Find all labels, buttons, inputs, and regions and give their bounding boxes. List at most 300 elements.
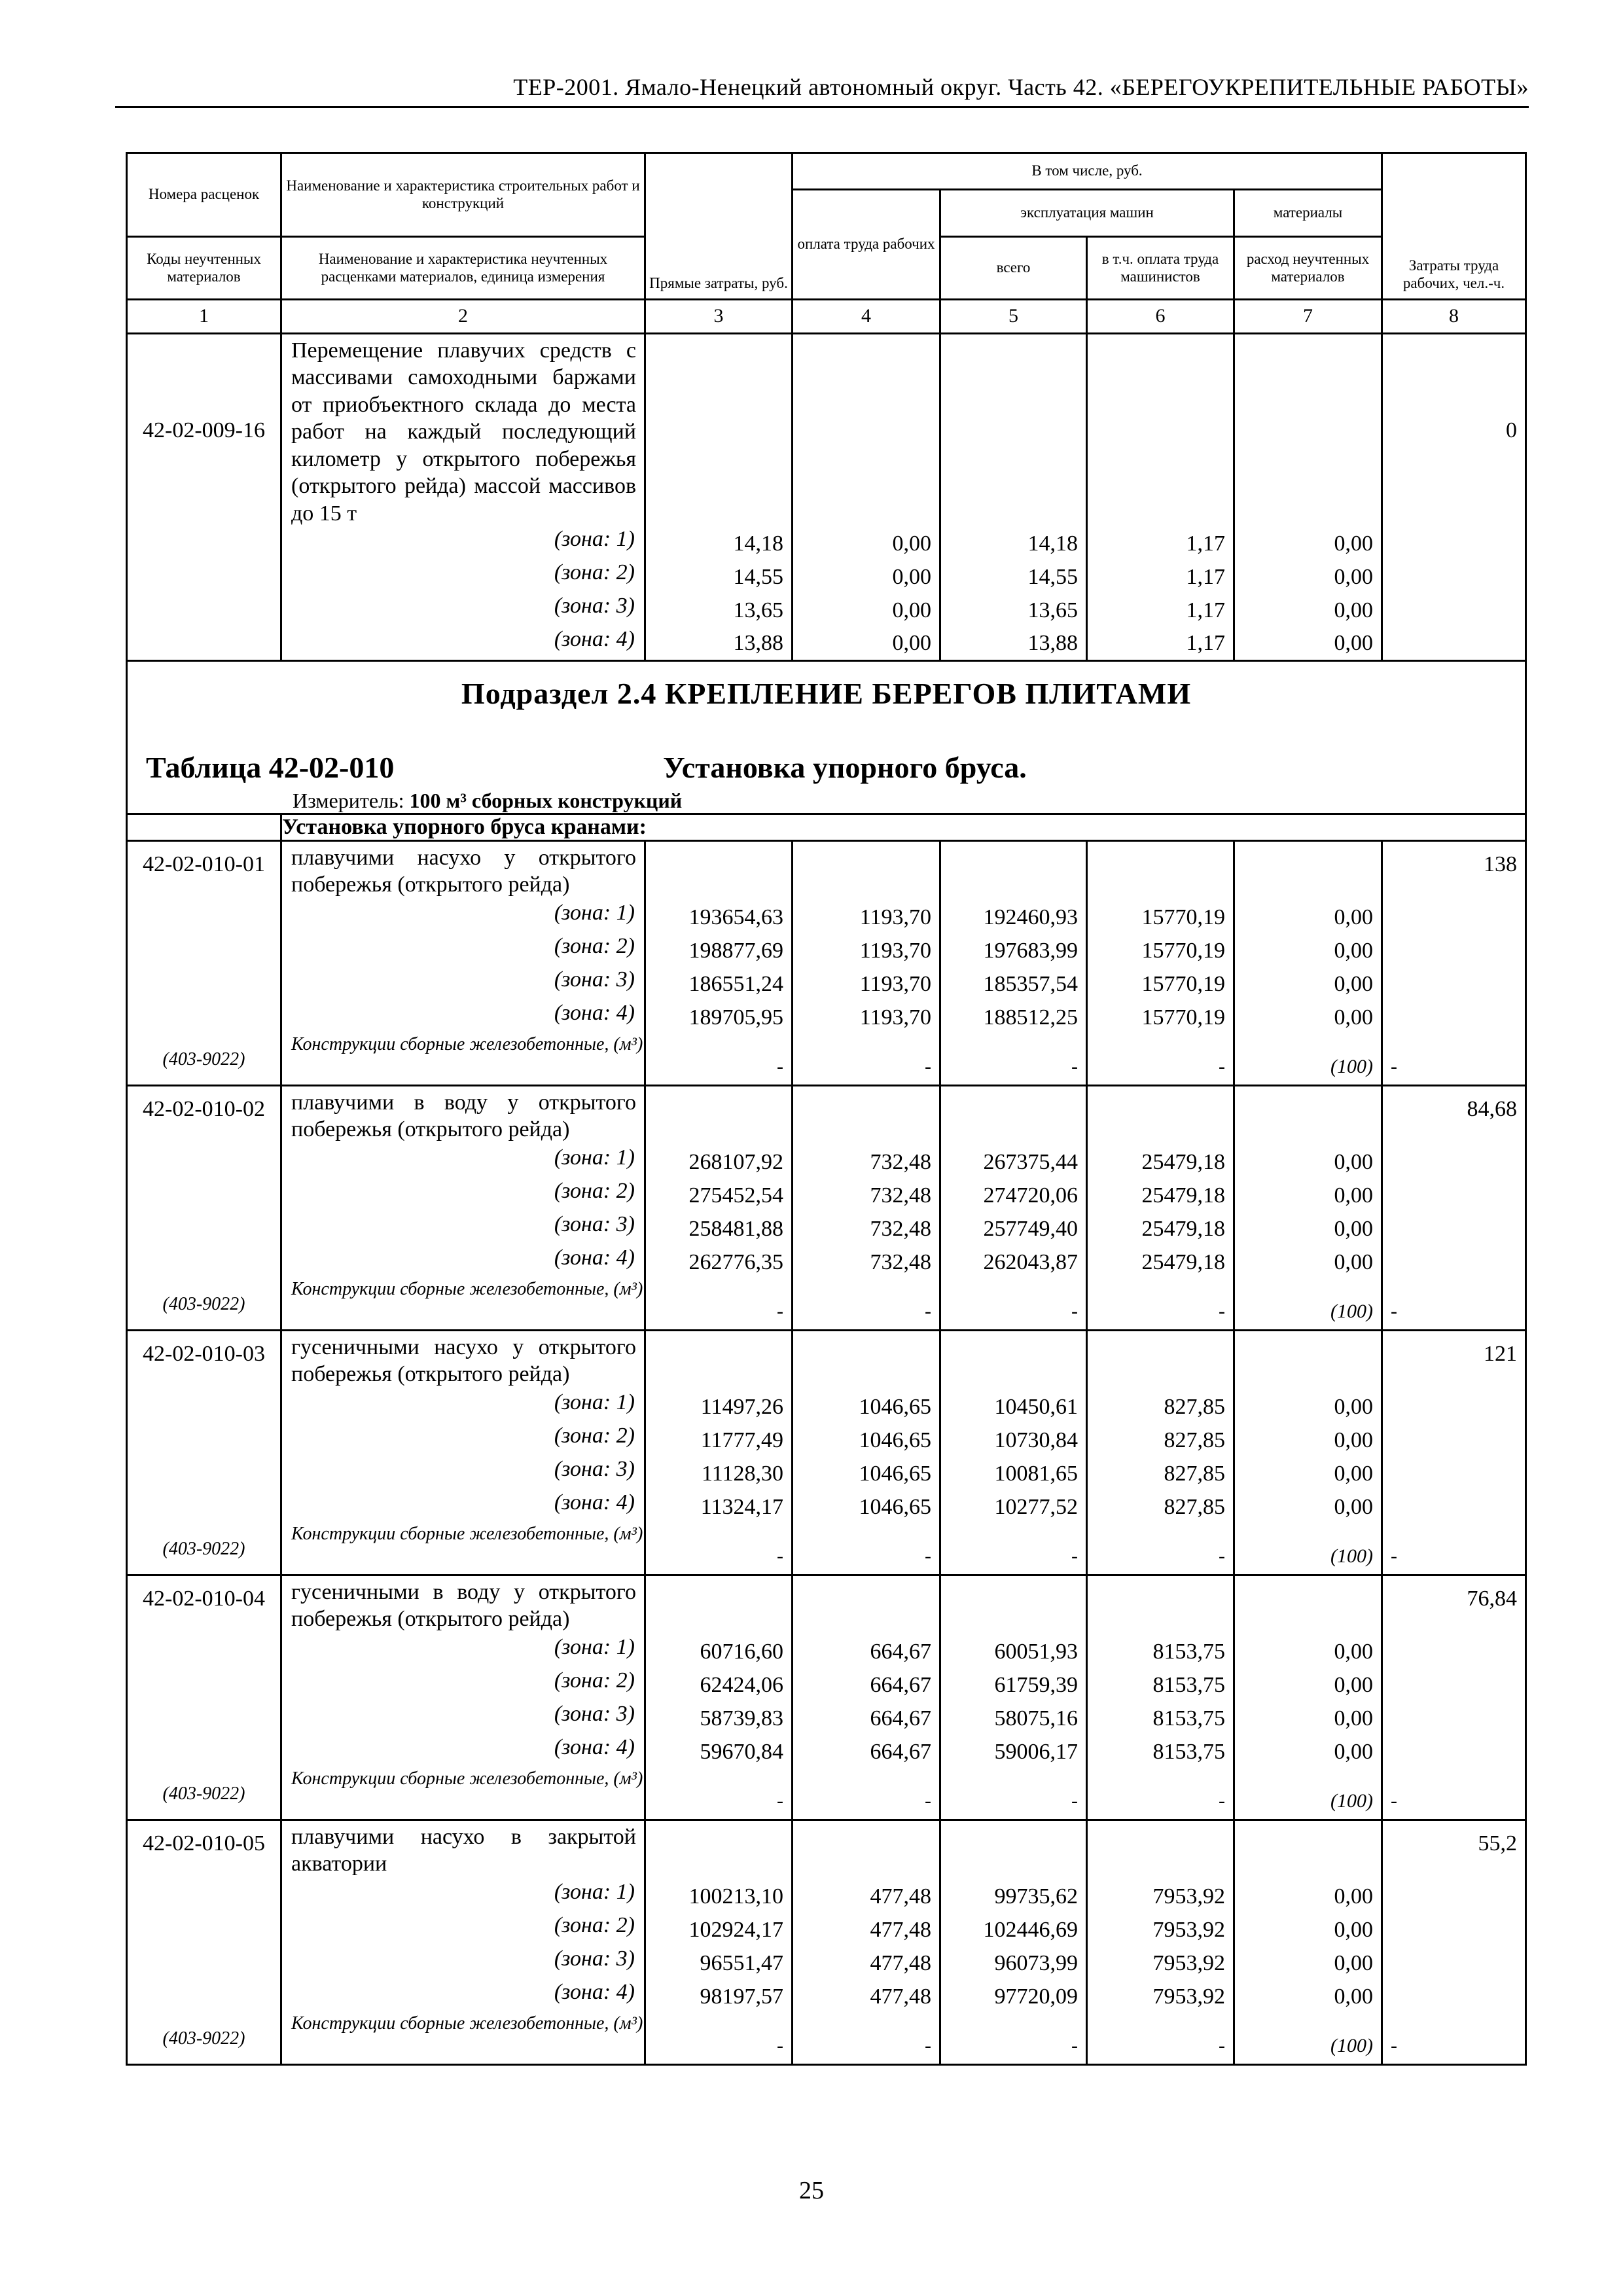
blank-cell [1382, 1145, 1526, 1179]
material-code: (403-9022) [127, 1279, 281, 1330]
blank-cell [1382, 1913, 1526, 1946]
value-c4: 1193,70 [793, 1001, 940, 1034]
value-c3: 59670,84 [645, 1735, 793, 1768]
column-number: 3 [645, 300, 793, 334]
blank-cell [1234, 1085, 1382, 1145]
material-dash: - [645, 2013, 793, 2064]
value-c6: 827,85 [1087, 1490, 1234, 1524]
blank-cell [127, 1980, 281, 2013]
material-code: (403-9022) [127, 1034, 281, 1085]
value-c3: 14,55 [645, 560, 793, 594]
value-c5: 188512,25 [940, 1001, 1087, 1034]
value-c5: 59006,17 [940, 1735, 1087, 1768]
material-name: Конструкции сборные железобетонные, (м³) [281, 1768, 645, 1820]
value-c6: 827,85 [1087, 1424, 1234, 1457]
measure-value: 100 м³ сборных конструкций [409, 788, 683, 812]
value-c3: 102924,17 [645, 1913, 793, 1946]
hdr-machines: эксплуатация машин [940, 190, 1234, 237]
value-c5: 262043,87 [940, 1246, 1087, 1279]
value-c5: 257749,40 [940, 1212, 1087, 1246]
value-c6: 1,17 [1087, 560, 1234, 594]
zone-row [127, 560, 1526, 594]
material-dash: - [793, 2013, 940, 2064]
zone-row [127, 934, 1526, 967]
value-c6: 7953,92 [1087, 1946, 1234, 1980]
labor-value: 138 [1382, 840, 1526, 901]
hdr-incl-machinists: в т.ч. оплата труда машинистов [1087, 237, 1234, 300]
labor-value: 76,84 [1382, 1575, 1526, 1635]
blank-cell [1234, 1575, 1382, 1635]
column-number: 4 [793, 300, 940, 334]
material-code: (403-9022) [127, 1768, 281, 1820]
material-dash: - [1382, 1768, 1526, 1820]
section-row [127, 660, 1526, 814]
hdr-rate-numbers: Номера расценок [127, 153, 281, 237]
value-c7: 0,00 [1234, 1179, 1382, 1212]
zone-row [127, 1735, 1526, 1768]
rate-code: 42-02-010-02 [127, 1085, 281, 1145]
zone-row [127, 1913, 1526, 1946]
material-dash: - [1087, 1524, 1234, 1575]
zone-label: (зона: 3) [281, 1457, 645, 1490]
value-c3: 13,88 [645, 627, 793, 660]
zone-row [127, 1179, 1526, 1212]
value-c5: 274720,06 [940, 1179, 1087, 1212]
rate-row [127, 840, 1526, 901]
zone-row [127, 1246, 1526, 1279]
value-c5: 267375,44 [940, 1145, 1087, 1179]
blank-cell [1382, 1001, 1526, 1034]
blank-cell [1087, 1085, 1234, 1145]
rate-code: 42-02-010-03 [127, 1330, 281, 1390]
labor-value: 55,2 [1382, 1820, 1526, 1880]
labor-value: 0 [1382, 334, 1526, 528]
zone-label: (зона: 1) [281, 527, 645, 560]
table-number: Таблица 42-02-010 [146, 750, 395, 784]
value-c7: 0,00 [1234, 901, 1382, 934]
value-c6: 15770,19 [1087, 967, 1234, 1001]
value-c3: 11128,30 [645, 1457, 793, 1490]
blank-cell [1087, 1575, 1234, 1635]
value-c6: 25479,18 [1087, 1212, 1234, 1246]
blank-cell [1382, 1390, 1526, 1424]
rate-row [127, 1575, 1526, 1635]
value-c5: 197683,99 [940, 934, 1087, 967]
blank-cell [1382, 1490, 1526, 1524]
value-c3: 60716,60 [645, 1635, 793, 1668]
zone-label: (зона: 4) [281, 627, 645, 660]
blank-cell [127, 901, 281, 934]
blank-cell [127, 560, 281, 594]
zone-label: (зона: 1) [281, 1145, 645, 1179]
blank-cell [127, 1946, 281, 1980]
hdr-workers-pay: оплата труда рабочих [793, 190, 940, 300]
value-c4: 1046,65 [793, 1424, 940, 1457]
zone-row [127, 1635, 1526, 1668]
value-c5: 13,65 [940, 594, 1087, 627]
material-dash: - [1382, 1034, 1526, 1085]
value-c4: 477,48 [793, 1980, 940, 2013]
blank-cell [127, 1246, 281, 1279]
blank-cell [1382, 1212, 1526, 1246]
blank-cell [127, 1001, 281, 1034]
material-dash: - [940, 1524, 1087, 1575]
value-c5: 102446,69 [940, 1913, 1087, 1946]
value-c3: 58739,83 [645, 1702, 793, 1735]
column-number: 1 [127, 300, 281, 334]
hdr-mat-codes: Коды неучтенных материалов [127, 237, 281, 300]
labor-value: 84,68 [1382, 1085, 1526, 1145]
material-dash: - [1087, 1034, 1234, 1085]
value-c3: 62424,06 [645, 1668, 793, 1702]
zone-row [127, 967, 1526, 1001]
material-dash: - [645, 1524, 793, 1575]
value-c7: 0,00 [1234, 1668, 1382, 1702]
value-c6: 827,85 [1087, 1457, 1234, 1490]
value-c3: 258481,88 [645, 1212, 793, 1246]
blank-cell [127, 627, 281, 660]
value-c6: 25479,18 [1087, 1246, 1234, 1279]
material-row [127, 1279, 1526, 1330]
zone-label: (зона: 4) [281, 1246, 645, 1279]
value-c4: 0,00 [793, 594, 940, 627]
zone-label: (зона: 3) [281, 1702, 645, 1735]
blank-cell [127, 1490, 281, 1524]
zone-label: (зона: 1) [281, 901, 645, 934]
value-c7: 0,00 [1234, 1424, 1382, 1457]
hdr-unaccounted-mat: расход неучтенных материалов [1234, 237, 1382, 300]
zone-row [127, 527, 1526, 560]
column-number: 8 [1382, 300, 1526, 334]
zone-row [127, 1668, 1526, 1702]
material-name: Конструкции сборные железобетонные, (м³) [281, 1034, 645, 1085]
blank-cell [127, 1424, 281, 1457]
rates-table [126, 152, 1527, 2066]
zone-label: (зона: 1) [281, 1390, 645, 1424]
subheading: Установка упорного бруса кранами: [281, 814, 1526, 840]
value-c3: 11497,26 [645, 1390, 793, 1424]
value-c5: 60051,93 [940, 1635, 1087, 1668]
zone-row [127, 627, 1526, 660]
hdr-total: всего [940, 237, 1087, 300]
blank-cell [940, 334, 1087, 528]
value-c4: 1046,65 [793, 1457, 940, 1490]
value-c3: 275452,54 [645, 1179, 793, 1212]
material-dash: - [940, 2013, 1087, 2064]
rate-description: плавучими насухо у открытого побережья (открытого рейда) [281, 840, 645, 901]
rate-description: гусеничными в воду у открытого побережья (открытого рейда) [281, 1575, 645, 1635]
material-code: (403-9022) [127, 2013, 281, 2064]
blank-cell [793, 1820, 940, 1880]
value-c3: 13,65 [645, 594, 793, 627]
value-c6: 8153,75 [1087, 1668, 1234, 1702]
value-c5: 97720,09 [940, 1980, 1087, 2013]
column-number: 5 [940, 300, 1087, 334]
value-c4: 1193,70 [793, 934, 940, 967]
value-c4: 664,67 [793, 1702, 940, 1735]
hdr-work-name: Наименование и характеристика строительных работ и конструкций [281, 153, 645, 237]
section-header [127, 660, 1526, 814]
value-c5: 10450,61 [940, 1390, 1087, 1424]
material-qty: (100) [1234, 2013, 1382, 2064]
rate-description: Перемещение плавучих средств с массивами самоходными баржами от приобъектного склада до места работ на каждый последующий километр у открытого побережья (открытого рейда) массой массивов до 15 т [281, 334, 645, 528]
labor-value: 121 [1382, 1330, 1526, 1390]
blank-cell [1087, 1820, 1234, 1880]
material-code: (403-9022) [127, 1524, 281, 1575]
material-dash: - [1087, 1279, 1234, 1330]
value-c4: 664,67 [793, 1735, 940, 1768]
rate-row [127, 1330, 1526, 1390]
blank-cell [1382, 594, 1526, 627]
zone-label: (зона: 4) [281, 1735, 645, 1768]
material-dash: - [1382, 1279, 1526, 1330]
material-row [127, 1768, 1526, 1820]
material-dash: - [940, 1034, 1087, 1085]
rate-row [127, 1820, 1526, 1880]
blank-cell [645, 1330, 793, 1390]
hdr-mat-names: Наименование и характеристика неучтенных расценками материалов, единица измерения [281, 237, 645, 300]
blank-cell [1382, 627, 1526, 660]
blank-cell [127, 1390, 281, 1424]
table-name: Установка упорного бруса. [663, 750, 1027, 784]
value-c6: 827,85 [1087, 1390, 1234, 1424]
value-c7: 0,00 [1234, 1702, 1382, 1735]
zone-row [127, 1390, 1526, 1424]
measure-label: Измеритель: [293, 788, 404, 812]
rate-description: плавучими в воду у открытого побережья (открытого рейда) [281, 1085, 645, 1145]
zone-label: (зона: 2) [281, 560, 645, 594]
column-number: 7 [1234, 300, 1382, 334]
value-c5: 10277,52 [940, 1490, 1087, 1524]
value-c6: 8153,75 [1087, 1702, 1234, 1735]
blank-cell [1382, 1980, 1526, 2013]
blank-cell [1382, 1880, 1526, 1913]
blank-cell [1382, 1424, 1526, 1457]
value-c3: 14,18 [645, 527, 793, 560]
running-header: ТЕР-2001. Ямало-Ненецкий автономный округ. Часть 42. «БЕРЕГОУКРЕПИТЕЛЬНЫЕ РАБОТЫ» [513, 74, 1529, 100]
material-dash: - [645, 1279, 793, 1330]
blank-cell [127, 1635, 281, 1668]
hdr-direct-costs: Прямые затраты, руб. [645, 153, 793, 300]
value-c7: 0,00 [1234, 1001, 1382, 1034]
value-c7: 0,00 [1234, 1212, 1382, 1246]
blank-cell [1234, 840, 1382, 901]
value-c4: 477,48 [793, 1880, 940, 1913]
zone-label: (зона: 1) [281, 1880, 645, 1913]
value-c7: 0,00 [1234, 1913, 1382, 1946]
value-c7: 0,00 [1234, 527, 1382, 560]
value-c6: 15770,19 [1087, 901, 1234, 934]
rate-code: 42-02-009-16 [127, 334, 281, 528]
blank-cell [1382, 1457, 1526, 1490]
blank-cell [127, 1702, 281, 1735]
material-name: Конструкции сборные железобетонные, (м³) [281, 1524, 645, 1575]
column-number: 2 [281, 300, 645, 334]
value-c4: 477,48 [793, 1946, 940, 1980]
blank-cell [127, 1212, 281, 1246]
material-row [127, 1524, 1526, 1575]
rate-row [127, 1085, 1526, 1145]
value-c6: 25479,18 [1087, 1145, 1234, 1179]
blank-cell [127, 1179, 281, 1212]
value-c4: 732,48 [793, 1246, 940, 1279]
material-qty: (100) [1234, 1524, 1382, 1575]
zone-row [127, 1001, 1526, 1034]
material-dash: - [645, 1034, 793, 1085]
blank-cell [1382, 1946, 1526, 1980]
value-c5: 96073,99 [940, 1946, 1087, 1980]
value-c6: 15770,19 [1087, 1001, 1234, 1034]
blank-cell [1382, 560, 1526, 594]
blank-cell [645, 1820, 793, 1880]
value-c6: 15770,19 [1087, 934, 1234, 967]
value-c5: 61759,39 [940, 1668, 1087, 1702]
material-row [127, 1034, 1526, 1085]
blank-cell [1087, 334, 1234, 528]
blank-cell [1087, 1330, 1234, 1390]
blank-cell [127, 1913, 281, 1946]
blank-cell [127, 594, 281, 627]
value-c7: 0,00 [1234, 627, 1382, 660]
value-c4: 0,00 [793, 560, 940, 594]
blank-cell [1382, 1246, 1526, 1279]
material-dash: - [793, 1279, 940, 1330]
value-c6: 8153,75 [1087, 1735, 1234, 1768]
blank-cell [1382, 967, 1526, 1001]
material-dash: - [940, 1768, 1087, 1820]
zone-row [127, 1702, 1526, 1735]
blank-cell [127, 967, 281, 1001]
zone-label: (зона: 4) [281, 1490, 645, 1524]
page-number: 25 [799, 2177, 824, 2204]
blank-cell [1087, 840, 1234, 901]
value-c7: 0,00 [1234, 1390, 1382, 1424]
measure-line [128, 785, 1525, 813]
value-c5: 14,55 [940, 560, 1087, 594]
blank-cell [793, 1330, 940, 1390]
zone-label: (зона: 2) [281, 1424, 645, 1457]
value-c5: 99735,62 [940, 1880, 1087, 1913]
value-c7: 0,00 [1234, 934, 1382, 967]
value-c5: 58075,16 [940, 1702, 1087, 1735]
value-c7: 0,00 [1234, 1246, 1382, 1279]
hdr-in-that-number: В том числе, руб. [793, 153, 1382, 190]
value-c4: 732,48 [793, 1212, 940, 1246]
value-c7: 0,00 [1234, 1635, 1382, 1668]
material-dash: - [793, 1524, 940, 1575]
zone-label: (зона: 2) [281, 1179, 645, 1212]
blank-cell [793, 1085, 940, 1145]
blank-cell [1234, 334, 1382, 528]
value-c3: 193654,63 [645, 901, 793, 934]
zone-label: (зона: 1) [281, 1635, 645, 1668]
blank-cell [793, 1575, 940, 1635]
material-dash: - [645, 1768, 793, 1820]
blank-cell [1382, 1179, 1526, 1212]
zone-label: (зона: 3) [281, 1212, 645, 1246]
material-dash: - [1087, 1768, 1234, 1820]
rate-code: 42-02-010-01 [127, 840, 281, 901]
material-dash: - [1382, 2013, 1526, 2064]
value-c5: 185357,54 [940, 967, 1087, 1001]
value-c4: 1193,70 [793, 901, 940, 934]
rate-row [127, 334, 1526, 528]
value-c3: 11777,49 [645, 1424, 793, 1457]
value-c7: 0,00 [1234, 1980, 1382, 2013]
blank-cell [645, 840, 793, 901]
value-c4: 1046,65 [793, 1490, 940, 1524]
subheading-row [127, 814, 1526, 840]
blank-cell [1382, 1702, 1526, 1735]
material-dash: - [940, 1279, 1087, 1330]
value-c6: 7953,92 [1087, 1880, 1234, 1913]
value-c4: 664,67 [793, 1635, 940, 1668]
blank-cell [940, 1575, 1087, 1635]
rate-description: гусеничными насухо у открытого побережья (открытого рейда) [281, 1330, 645, 1390]
hdr-labor: Затраты труда рабочих, чел.-ч. [1382, 153, 1526, 300]
blank-cell [127, 934, 281, 967]
value-c3: 98197,57 [645, 1980, 793, 2013]
blank-cell [127, 1735, 281, 1768]
value-c5: 10081,65 [940, 1457, 1087, 1490]
value-c4: 1193,70 [793, 967, 940, 1001]
blank-cell [1234, 1820, 1382, 1880]
zone-row [127, 1457, 1526, 1490]
value-c7: 0,00 [1234, 1946, 1382, 1980]
material-name: Конструкции сборные железобетонные, (м³) [281, 1279, 645, 1330]
zone-row [127, 1424, 1526, 1457]
value-c6: 1,17 [1087, 594, 1234, 627]
zone-row [127, 1946, 1526, 1980]
value-c4: 732,48 [793, 1179, 940, 1212]
blank-cell [940, 1820, 1087, 1880]
blank-cell [1382, 901, 1526, 934]
blank-cell [127, 1457, 281, 1490]
value-c7: 0,00 [1234, 1490, 1382, 1524]
value-c5: 14,18 [940, 527, 1087, 560]
zone-row [127, 1490, 1526, 1524]
zone-row [127, 901, 1526, 934]
value-c7: 0,00 [1234, 560, 1382, 594]
material-dash: - [793, 1034, 940, 1085]
header-rule [115, 106, 1529, 108]
value-c7: 0,00 [1234, 1880, 1382, 1913]
blank-cell [127, 814, 281, 840]
rate-description: плавучими насухо в закрытой акватории [281, 1820, 645, 1880]
blank-cell [1382, 934, 1526, 967]
blank-cell [940, 1330, 1087, 1390]
zone-row [127, 1212, 1526, 1246]
zone-label: (зона: 4) [281, 1980, 645, 2013]
blank-cell [1382, 1668, 1526, 1702]
value-c7: 0,00 [1234, 967, 1382, 1001]
blank-cell [127, 1668, 281, 1702]
blank-cell [793, 334, 940, 528]
zone-label: (зона: 4) [281, 1001, 645, 1034]
material-dash: - [793, 1768, 940, 1820]
value-c6: 7953,92 [1087, 1980, 1234, 2013]
material-dash: - [1382, 1524, 1526, 1575]
value-c3: 186551,24 [645, 967, 793, 1001]
zone-row [127, 1980, 1526, 2013]
material-row [127, 2013, 1526, 2064]
value-c3: 189705,95 [645, 1001, 793, 1034]
blank-cell [1382, 1735, 1526, 1768]
value-c6: 1,17 [1087, 627, 1234, 660]
value-c3: 262776,35 [645, 1246, 793, 1279]
zone-row [127, 1880, 1526, 1913]
material-qty: (100) [1234, 1768, 1382, 1820]
